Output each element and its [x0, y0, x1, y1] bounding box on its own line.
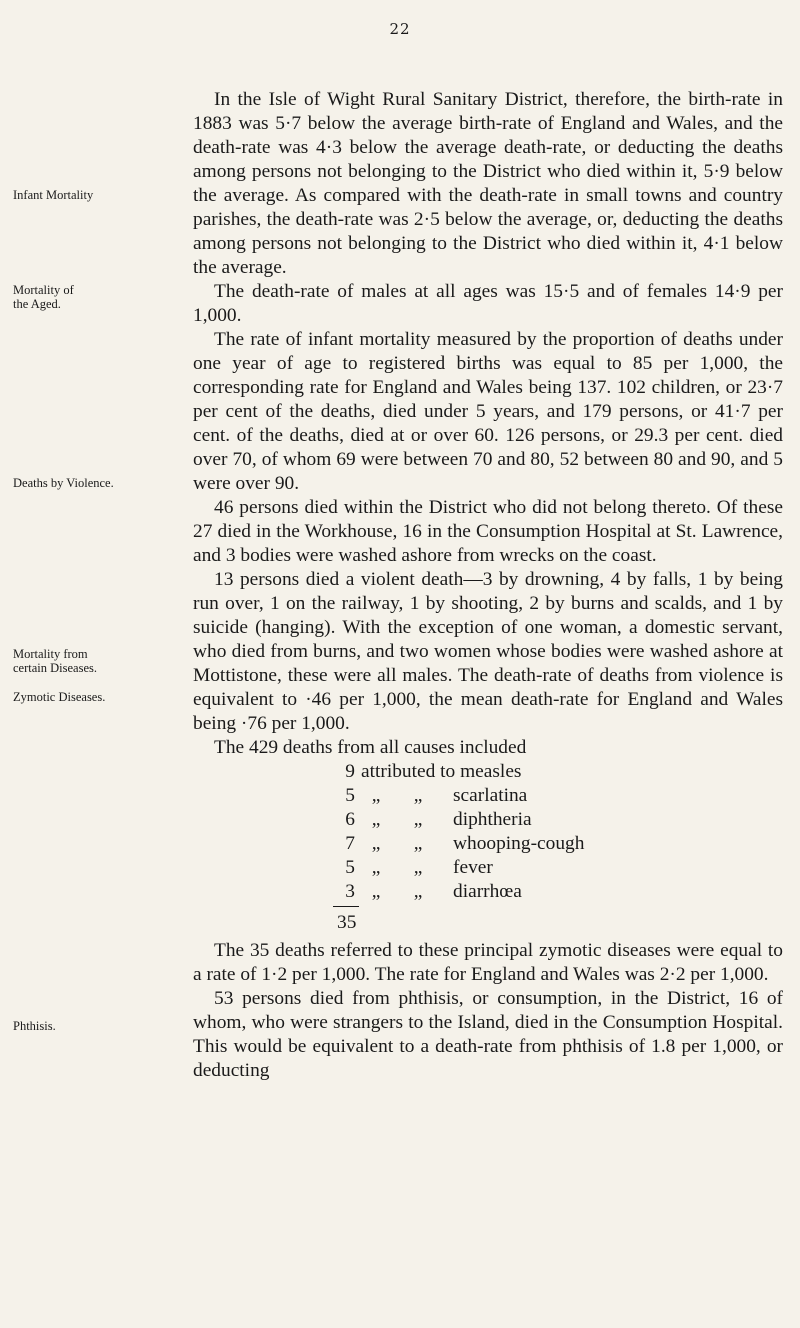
paragraph-rates-summary: In the Isle of Wight Rural Sanitary District, therefore, the birth-rate in 1883 was 5·7 below the average birth-rate of England and Wales, and the death-rate was 4·3 below the average death-rate, or deducting the deaths among persons not belonging to the District who died within it, 5·9 below the average. As compared with the death-rate in small towns and country parishes, the death-rate was 2·5 below the average, or, deducting the deaths among persons not belonging to the District who died within it, 4·1 below the average. [193, 89, 783, 278]
ditto-mark: „ [371, 809, 381, 830]
table-count: 5 [345, 857, 355, 878]
table-label: attributed to measles [361, 761, 522, 782]
paragraph-zymotic-rate: The 35 deaths referred to these principal zymotic diseases were equal to a rate of 1·2 per 1,000. The rate for England and Wales was 2·2 per 1,000. [193, 940, 783, 985]
paragraph-phthisis: 53 persons died from phthisis, or consumption, in the District, 16 of whom, who were strangers to the Island, died in the Consumption Hospital. This would be equivalent to a death-rate from phthisis of 1.8 per 1,000, or deducting [193, 988, 783, 1081]
table-count: 9 [345, 761, 355, 782]
margin-note-phthisis: Phthisis. [13, 1019, 56, 1033]
ditto-mark: „ [371, 785, 381, 806]
disease-table [337, 760, 783, 939]
page-number: 22 [389, 20, 411, 38]
ditto-mark: „ [371, 833, 381, 854]
table-label: diarrhœa [453, 881, 522, 902]
ditto-mark: „ [413, 857, 423, 878]
table-row [337, 760, 783, 784]
table-count: 7 [345, 833, 355, 854]
ditto-mark: „ [371, 857, 381, 878]
margin-note-zymotic: Zymotic Diseases. [13, 690, 106, 704]
table-count: 6 [345, 809, 355, 830]
paragraph-causes-intro: The 429 deaths from all causes included [214, 737, 527, 758]
margin-note-mortality-aged: Mortality of the Aged. [13, 283, 74, 311]
table-count: 3 [345, 881, 355, 902]
paragraph-infant-mortality: The rate of infant mortality measured by the proportion of deaths under one year of age to registered births was equal to 85 per 1,000, the corresponding rate for England and Wales being 137. 102 children, or 23·7 per cent of the deaths, died under 5 years, and 179 persons, or 41·7 per cent. of the deaths, died at or over 60. 126 persons, or 29.3 per cent. died over 70, of whom 69 were between 70 and 80, 52 between 80 and 90, and 5 were over 90. [193, 329, 783, 494]
ditto-mark: „ [413, 833, 423, 854]
margin-note-mortality-diseases: Mortality from certain Diseases. [13, 647, 97, 675]
table-label: fever [453, 857, 493, 878]
ditto-mark: „ [413, 785, 423, 806]
table-label: whooping-cough [453, 833, 585, 854]
table-label: diphtheria [453, 809, 532, 830]
paragraph-non-residents: 46 persons died within the District who did not belong thereto. Of these 27 died in the Workhouse, 16 in the Consumption Hospital at St. Lawrence, and 3 bodies were washed ashore from wrecks on the coast. [193, 497, 783, 566]
main-text [193, 88, 783, 1083]
table-row [337, 832, 783, 856]
ditto-mark: „ [413, 881, 423, 902]
ditto-mark: „ [413, 809, 423, 830]
table-count: 5 [345, 785, 355, 806]
paragraph-male-female-rates: The death-rate of males at all ages was 15·5 and of females 14·9 per 1,000. [193, 281, 783, 326]
table-label: scarlatina [453, 785, 528, 806]
table-row [337, 856, 783, 880]
table-row [337, 808, 783, 832]
ditto-mark: „ [371, 881, 381, 902]
total-rule [333, 906, 359, 907]
paragraph-violent-deaths: 13 persons died a violent death—3 by drowning, 4 by falls, 1 by being run over, 1 on the railway, 1 by shooting, 2 by burns and scalds, and 1 by suicide (hanging). With the exception of one woman, a domestic servant, who died from burns, and two women whose bodies were washed ashore at Mottistone, these were all males. The death-rate of deaths from violence is equivalent to ·46 per 1,000, the mean death-rate for England and Wales being ·76 per 1,000. [193, 569, 783, 734]
table-total: 35 [337, 912, 357, 933]
table-row [337, 880, 783, 904]
margin-note-infant-mortality: Infant Mortality [13, 188, 94, 202]
margin-note-deaths-violence: Deaths by Violence. [13, 476, 114, 490]
table-row [337, 784, 783, 808]
